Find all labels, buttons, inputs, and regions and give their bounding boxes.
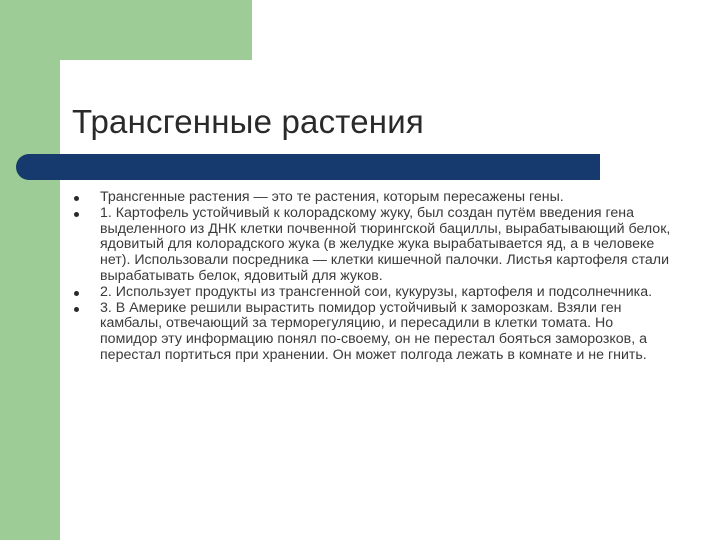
bullet-text: 1. Картофель устойчивый к колорадскому жуку, был создан путём введения гена выделенного из ДНК клетки почвенной тюрингской бациллы, вырабатывающий белок, ядовитый для колорадского жука (в желудке жука вырабатывается яд, а в человеке нет). Использовали посредника — клетки кишечной палочки. Листья картофеля стали вырабатывать белок, ядовитый для жуков. — [100, 204, 671, 284]
bullet-item — [72, 301, 672, 364]
green-top-decoration — [0, 0, 252, 60]
bullet-dot-icon — [74, 196, 79, 201]
title-underline-bar — [16, 154, 600, 180]
slide-title: Трансгенные растения — [72, 103, 424, 140]
green-sidebar-decoration — [0, 0, 60, 540]
bullet-text: 3. В Америке решили вырастить помидор устойчивый к заморозкам. Взяли ген камбалы, отвечающий за терморегуляцию, и пересадили в клетки томата. Но помидор эту информацию понял по-своему, он не перестал бояться заморозков, а перестал портиться при хранении. Он может полгода лежать в комнате и не гнить. — [100, 299, 647, 363]
bullet-item — [72, 285, 672, 301]
bullet-dot-icon — [74, 291, 79, 296]
bullet-text: 2. Использует продукты из трансгенной сои, кукурузы, картофеля и подсолнечника. — [100, 283, 653, 300]
bullet-text: Трансгенные растения — это те растения, которым пересажены гены. — [100, 189, 564, 205]
bullet-dot-icon — [74, 307, 79, 312]
bullet-item — [72, 206, 672, 285]
bullet-dot-icon — [74, 212, 79, 217]
bullet-item — [72, 190, 672, 206]
bullet-list — [72, 190, 672, 364]
